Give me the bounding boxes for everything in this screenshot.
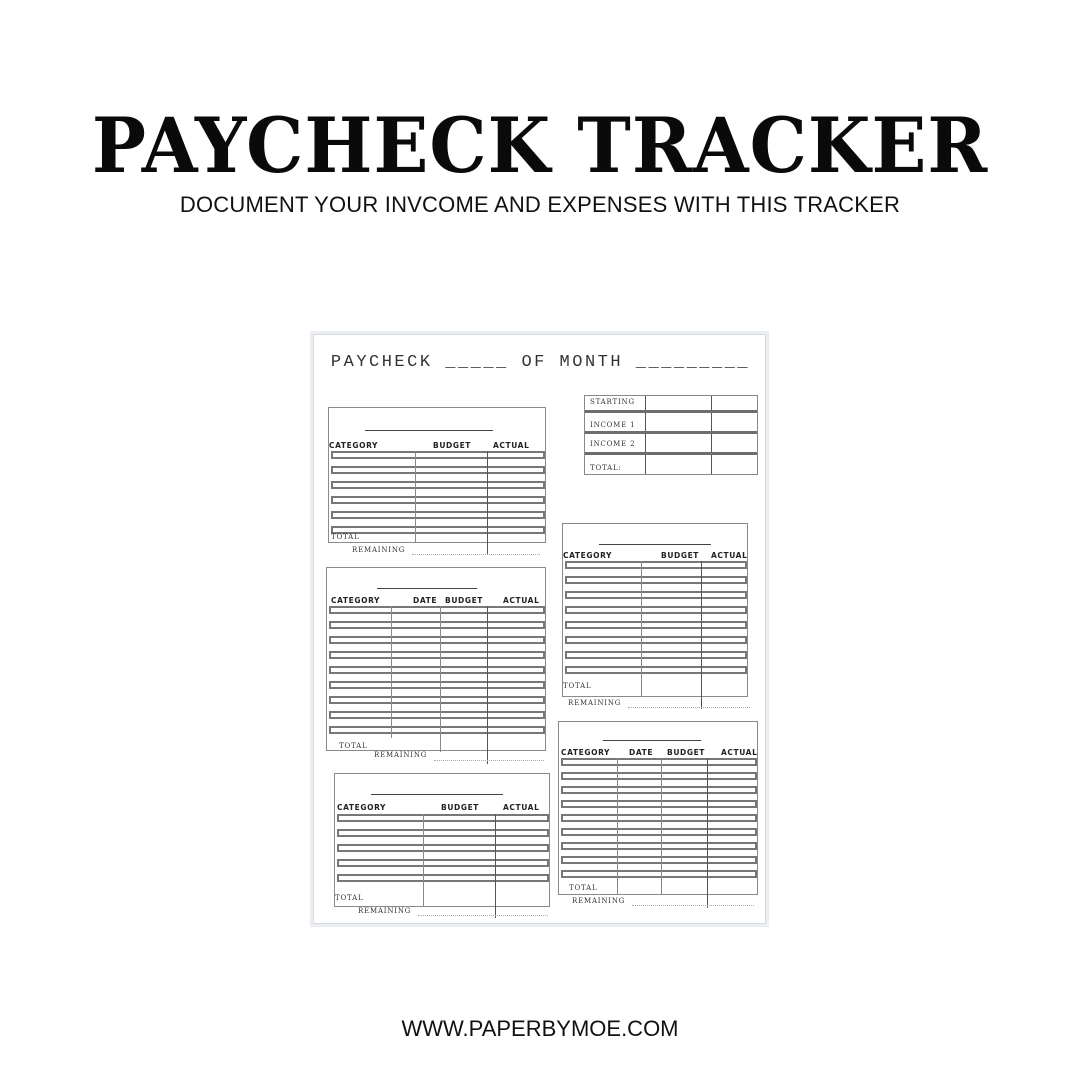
col-divider — [440, 606, 441, 752]
remaining-line — [628, 707, 750, 708]
section-name-line — [365, 430, 493, 431]
col-category: CATEGORY — [561, 748, 611, 757]
table-row — [331, 451, 545, 459]
col-divider — [423, 814, 424, 906]
col-actual: ACTUAL — [503, 596, 540, 605]
table-row — [337, 859, 549, 867]
income-label-starting: STARTING — [590, 398, 635, 406]
website-link[interactable]: WWW.PAPERBYMOE.COM — [401, 1016, 679, 1041]
table-row — [337, 829, 549, 837]
expense-section-e — [558, 721, 758, 895]
income-label-1: INCOME 1 — [590, 421, 636, 429]
table-row — [329, 711, 545, 719]
remaining-line — [418, 915, 548, 916]
col-budget: BUDGET — [667, 748, 706, 757]
income-col-divider — [711, 396, 712, 474]
table-row — [561, 758, 757, 766]
page-title: PAYCHECK TRACKER — [91, 100, 989, 191]
section-name-line — [371, 794, 503, 795]
col-divider — [415, 451, 416, 543]
col-divider — [661, 758, 662, 894]
page-subtitle: DOCUMENT YOUR INVCOME AND EXPENSES WITH THIS TRACKER — [179, 192, 901, 217]
table-row — [331, 511, 545, 519]
col-divider — [487, 451, 488, 555]
remaining-line — [434, 760, 544, 761]
income-row-bar — [585, 452, 757, 455]
remaining-label: REMAINING — [358, 907, 412, 915]
col-divider — [487, 606, 488, 764]
col-date: DATE — [629, 748, 654, 757]
table-row — [565, 651, 747, 659]
table-row — [565, 666, 747, 674]
table-row — [331, 466, 545, 474]
remaining-line — [632, 905, 754, 906]
table-row — [329, 681, 545, 689]
table-row — [329, 606, 545, 614]
expense-section-a — [328, 407, 546, 543]
col-divider — [495, 814, 496, 918]
income-row-bar — [585, 431, 757, 434]
table-row — [561, 814, 757, 822]
table-row — [561, 786, 757, 794]
expense-section-b — [326, 567, 546, 751]
table-row — [561, 800, 757, 808]
remaining-label: REMAINING — [374, 751, 428, 759]
total-label: TOTAL — [335, 894, 364, 902]
section-name-line — [377, 588, 477, 589]
col-divider — [391, 606, 392, 738]
table-row — [565, 606, 747, 614]
section-name-line — [599, 544, 711, 545]
col-budget: BUDGET — [441, 803, 480, 812]
table-row — [337, 814, 549, 822]
remaining-label: REMAINING — [568, 699, 622, 707]
income-label-2: INCOME 2 — [590, 440, 636, 448]
table-row — [565, 591, 747, 599]
col-category: CATEGORY — [329, 441, 379, 450]
col-divider — [707, 758, 708, 908]
col-divider — [617, 758, 618, 894]
table-row — [565, 561, 747, 569]
col-budget: BUDGET — [661, 551, 700, 560]
col-category: CATEGORY — [331, 596, 381, 605]
table-row — [329, 726, 545, 734]
table-row — [331, 526, 545, 534]
col-divider — [641, 561, 642, 697]
table-row — [337, 844, 549, 852]
remaining-line — [412, 554, 540, 555]
col-budget: BUDGET — [433, 441, 472, 450]
col-actual: ACTUAL — [493, 441, 530, 450]
table-row — [561, 842, 757, 850]
table-row — [565, 576, 747, 584]
total-label: TOTAL — [569, 884, 598, 892]
table-row — [561, 870, 757, 878]
tracker-sheet-preview — [313, 334, 766, 924]
income-label-total: TOTAL: — [590, 464, 622, 472]
col-actual: ACTUAL — [711, 551, 748, 560]
table-row — [331, 496, 545, 504]
sheet-title: PAYCHECK _____ OF MONTH _________ — [330, 353, 751, 372]
total-label: TOTAL — [331, 533, 360, 541]
total-label: TOTAL — [339, 742, 368, 750]
table-row — [561, 828, 757, 836]
col-category: CATEGORY — [563, 551, 613, 560]
table-row — [337, 874, 549, 882]
col-budget: BUDGET — [445, 596, 484, 605]
col-date: DATE — [413, 596, 438, 605]
expense-section-c — [334, 773, 550, 907]
table-row — [565, 636, 747, 644]
col-actual: ACTUAL — [503, 803, 540, 812]
section-name-line — [603, 740, 701, 741]
remaining-label: REMAINING — [352, 546, 406, 554]
remaining-label: REMAINING — [572, 897, 626, 905]
table-row — [329, 696, 545, 704]
table-row — [565, 621, 747, 629]
table-row — [561, 772, 757, 780]
table-row — [561, 856, 757, 864]
col-category: CATEGORY — [337, 803, 387, 812]
expense-section-d — [562, 523, 748, 697]
income-box — [584, 395, 758, 475]
income-row-bar — [585, 410, 757, 413]
total-label: TOTAL — [563, 682, 592, 690]
col-divider — [701, 561, 702, 709]
table-row — [329, 636, 545, 644]
table-row — [329, 666, 545, 674]
income-col-divider — [645, 396, 646, 474]
col-actual: ACTUAL — [721, 748, 758, 757]
table-row — [331, 481, 545, 489]
table-row — [329, 651, 545, 659]
table-row — [329, 621, 545, 629]
